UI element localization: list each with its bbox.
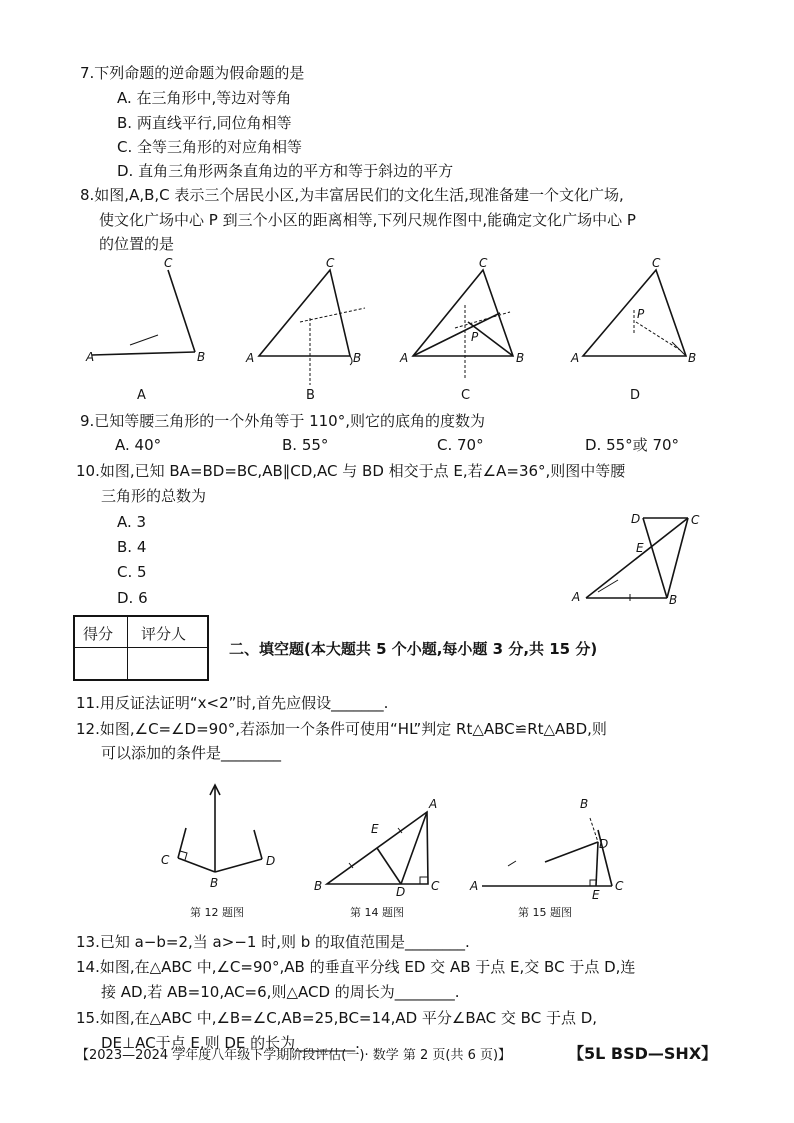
q8d-label-b: B: [688, 351, 697, 365]
q8d-label-a: A: [571, 351, 580, 365]
fig14-label-e: E: [371, 822, 379, 836]
q10-option-d: D. 6: [117, 589, 148, 607]
q12-line2: 可以添加的条件是________: [101, 744, 282, 762]
q8-caption-b: B: [306, 388, 315, 403]
section2-title: 二、填空题(本大题共 5 个小题,每小题 3 分,共 15 分): [229, 640, 598, 658]
q8-caption-c: C: [461, 388, 471, 403]
q10-option-c: C. 5: [117, 563, 147, 581]
fig15: [482, 818, 612, 886]
q8c-label-c: C: [479, 256, 488, 270]
q11-text: 11.用反证法证明“x<2”时,首先应假设_______.: [76, 694, 389, 712]
q7-stem: 7.下列命题的逆命题为假命题的是: [80, 64, 305, 82]
q8-figure-b: [259, 270, 365, 385]
q10-option-a: A. 3: [117, 513, 147, 531]
score-table-col2: 评分人: [141, 625, 187, 643]
q15-line2: DE⊥AC于点 E,则 DE 的长为________.: [101, 1034, 360, 1052]
fig12-label-d: D: [266, 854, 276, 868]
q15-line1: 15.如图,在△ABC 中,∠B=∠C,AB=25,BC=14,AD 平分∠BAC 交 BC 于点 D,: [76, 1009, 598, 1027]
fig-row: [150, 770, 650, 920]
q9-option-d: D. 55°或 70°: [585, 436, 680, 454]
q8-figure-d: [583, 270, 686, 356]
q8c-label-b: B: [516, 351, 525, 365]
q9-option-b: B. 55°: [282, 436, 329, 454]
q10-option-b: B. 4: [117, 538, 147, 556]
q10-label-c: C: [691, 513, 700, 527]
q8b-label-c: C: [326, 256, 335, 270]
q8-line2: 使文化广场中心 P 到三个小区的距离相等,下列尺规作图中,能确定文化广场中心 P: [99, 211, 636, 229]
q10-line1: 10.如图,已知 BA=BD=BC,AB∥CD,AC 与 BD 相交于点 E,若∠A=36°,则图中等腰: [76, 462, 626, 480]
q10-label-b: B: [669, 593, 678, 607]
fig15-label-b: B: [580, 797, 589, 811]
q8-figure-c: [413, 270, 513, 378]
q10-label-e: E: [636, 541, 644, 555]
q7-option-b: B. 两直线平行,同位角相等: [117, 114, 292, 132]
fig14-label-c: C: [431, 879, 440, 893]
fig12: [178, 785, 262, 872]
q8-figures: [0, 250, 794, 410]
score-table: [73, 615, 209, 681]
q10-label-d: D: [631, 512, 641, 526]
q13-text: 13.已知 a−b=2,当 a>−1 时,则 b 的取值范围是________.: [76, 933, 470, 951]
fig15-label-c: C: [615, 879, 624, 893]
q8-line1: 8.如图,A,B,C 表示三个居民小区,为丰富居民们的文化生活,现准备建一个文化广场,: [80, 186, 624, 204]
q10-line2: 三角形的总数为: [101, 487, 207, 505]
q7-option-c: C. 全等三角形的对应角相等: [117, 138, 303, 156]
q14-line1: 14.如图,在△ABC 中,∠C=90°,AB 的垂直平分线 ED 交 AB 于点 E,交 BC 于点 D,连: [76, 958, 636, 976]
footer-text: 【2023—2024 学年度八年级下学期阶段评估(一)· 数学 第 2 页(共 6 页)】: [76, 1048, 512, 1063]
q7-option-d: D. 直角三角形两条直角边的平方和等于斜边的平方: [117, 162, 454, 180]
q8b-label-b: B: [353, 351, 362, 365]
q9-option-a: A. 40°: [115, 436, 162, 454]
q8b-label-a: A: [246, 351, 255, 365]
q8d-label-p: P: [637, 307, 645, 321]
footer-code: 【5L BSD—SHX】: [568, 1044, 718, 1063]
fig12-caption: 第 12 题图: [190, 906, 244, 919]
fig15-label-e: E: [592, 888, 600, 902]
fig14-caption: 第 14 题图: [350, 906, 404, 919]
q9-stem: 9.已知等腰三角形的一个外角等于 110°,则它的底角的度数为: [80, 412, 485, 430]
fig12-label-b: B: [210, 876, 219, 890]
q8a-label-a: A: [86, 350, 95, 364]
q7-option-a: A. 在三角形中,等边对等角: [117, 89, 292, 107]
q12-line1: 12.如图,∠C=∠D=90°,若添加一个条件可使用“HL”判定 Rt△ABC≌Rt△ABD,则: [76, 720, 607, 738]
q8d-label-c: C: [652, 256, 661, 270]
q8-figure-a: [92, 270, 195, 355]
fig14-label-b: B: [314, 879, 323, 893]
fig14-label-d: D: [396, 885, 406, 899]
q8c-label-a: A: [400, 351, 409, 365]
fig14-label-a: A: [429, 797, 438, 811]
q8a-label-c: C: [164, 256, 173, 270]
q8-caption-a: A: [137, 388, 146, 403]
q8a-label-b: B: [197, 350, 206, 364]
q8-caption-d: D: [630, 388, 641, 403]
score-table-col1: 得分: [83, 625, 114, 643]
q10-figure: [560, 505, 720, 610]
q8c-label-p: P: [471, 330, 479, 344]
q14-line2: 接 AD,若 AB=10,AC=6,则△ACD 的周长为________.: [101, 983, 460, 1001]
fig15-caption: 第 15 题图: [518, 906, 572, 919]
fig15-label-a: A: [470, 879, 479, 893]
fig12-label-c: C: [161, 853, 170, 867]
fig15-label-d: D: [599, 837, 609, 851]
q10-label-a: A: [572, 590, 581, 604]
q9-option-c: C. 70°: [437, 436, 484, 454]
q8-line3: 的位置的是: [99, 235, 175, 253]
